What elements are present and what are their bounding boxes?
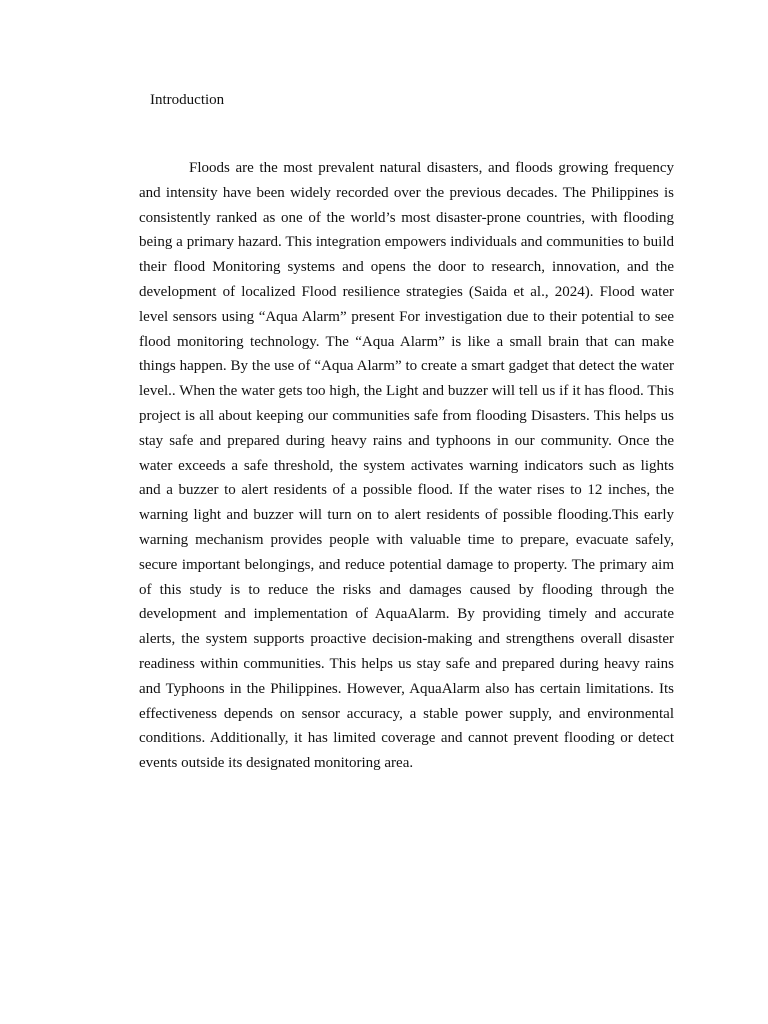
section-heading: Introduction (150, 92, 225, 108)
body-paragraph: Floods are the most prevalent natural disasters, and floods growing frequency and intensity have been widely recorded over the previous decades. The Philippines is consistently ranked as one of the world’s most disaster-prone countries, with flooding being a primary hazard. This integration empowers individuals and communities to build their flood Monitoring systems and opens the door to research, innovation, and the development of localized Flood resilience strategies (Saida et al., 2024). Flood water level sensors using “Aqua Alarm” present For investigation due to their potential to see flood monitoring technology. The “Aqua Alarm” is like a small brain that can make things happen. By the use of “Aqua Alarm” to create a smart gadget that detect the water level.. When the water gets too high, the Light and buzzer will tell us if it has flood. This project is all about keeping our communities safe from flooding Disasters. This helps us stay safe and prepared during heavy rains and typhoons in our community. Once the water exceeds a safe threshold, the system activates warning indicators such as lights and a buzzer to alert residents of a possible flood. If the water rises to 12 inches, the warning light and buzzer will turn on to alert residents of possible flooding.This early warning mechanism provides people with valuable time to prepare, evacuate safely, secure important belongings, and reduce potential damage to property. The primary aim of this study is to reduce the risks and damages caused by flooding through the development and implementation of AquaAlarm. By providing timely and accurate alerts, the system supports proactive decision-making and strengthens overall disaster readiness within communities. This helps us stay safe and prepared during heavy rains and Typhoons in the Philippines. However, AquaAlarm also has certain limitations. Its effectiveness depends on sensor accuracy, a stable power supply, and environmental conditions. Additionally, it has limited coverage and cannot prevent flooding or detect events outside its designated monitoring area. (139, 160, 674, 772)
